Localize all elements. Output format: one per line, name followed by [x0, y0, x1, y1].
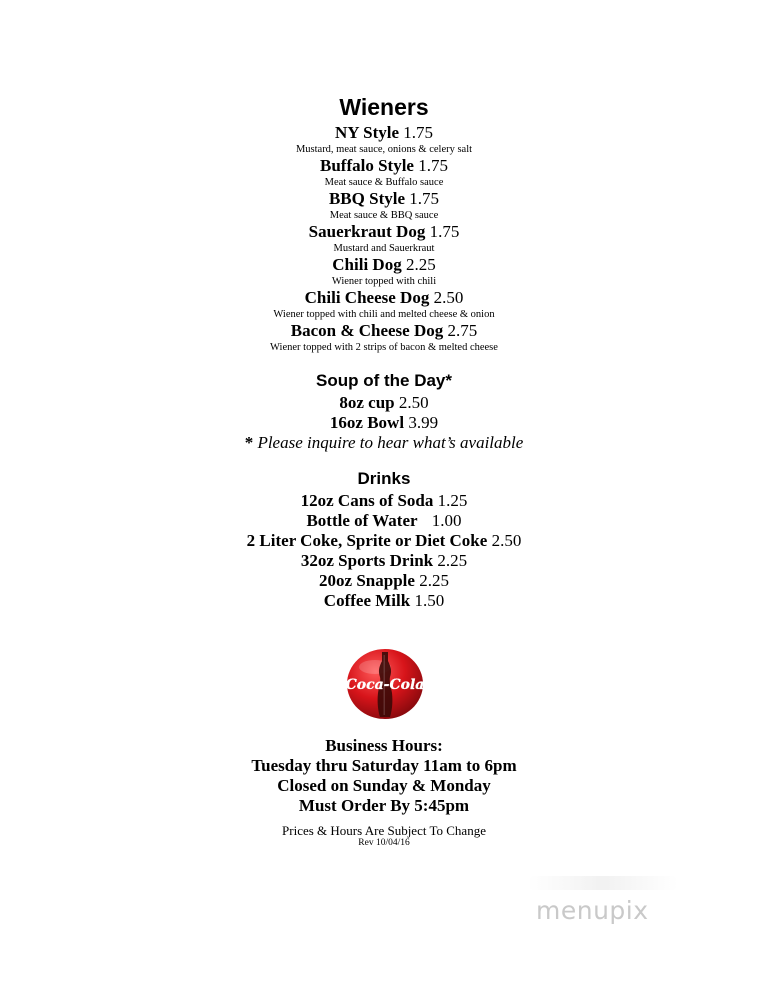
item-price: 2.25	[405, 255, 436, 274]
item-name: Bacon & Cheese Dog	[290, 321, 444, 340]
item-price: 1.00	[431, 511, 462, 530]
note-asterisk: *	[244, 433, 254, 452]
coca-cola-icon	[345, 647, 425, 721]
menu-item	[0, 321, 768, 341]
menu-item	[0, 222, 768, 242]
item-name: NY Style	[334, 123, 400, 142]
hours-title: Business Hours:	[325, 736, 443, 755]
menupix-watermark: menupix	[536, 896, 649, 925]
item-name: Chili Dog	[332, 255, 402, 274]
item-price: 1.75	[429, 222, 460, 241]
item-price: 2.75	[447, 321, 478, 340]
item-price: 2.50	[433, 288, 464, 307]
menu-item	[0, 413, 768, 433]
wieners-heading: Wieners	[339, 94, 429, 120]
drinks-heading: Drinks	[357, 469, 411, 488]
logo-text: Coca-Cola	[345, 677, 425, 693]
item-name: 2 Liter Coke, Sprite or Diet Coke	[246, 531, 488, 550]
coca-cola-logo	[345, 647, 425, 721]
menu-item	[0, 551, 768, 571]
item-name: Coffee Milk	[323, 591, 411, 610]
item-name: Buffalo Style	[320, 156, 414, 175]
item-description: Mustard and Sauerkraut	[333, 243, 435, 254]
watermark-band	[528, 876, 678, 890]
item-name: 8oz cup	[339, 393, 395, 412]
item-description: Meat sauce & BBQ sauce	[329, 210, 439, 221]
item-description: Wiener topped with chili	[331, 276, 437, 287]
menu-item	[0, 571, 768, 591]
item-price: 1.75	[418, 156, 448, 175]
hours-line: Tuesday thru Saturday 11am to 6pm	[251, 756, 517, 775]
item-name: 32oz Sports Drink	[300, 551, 434, 570]
item-name: 12oz Cans of Soda	[300, 491, 434, 510]
menu-item	[0, 491, 768, 511]
hours-line: Closed on Sunday & Monday	[277, 776, 491, 795]
item-name: 20oz Snapple	[319, 571, 415, 590]
menu-item	[0, 255, 768, 275]
item-price: 2.25	[419, 571, 449, 590]
disclaimer: Prices & Hours Are Subject To Change	[282, 823, 486, 838]
item-price: 2.25	[437, 551, 468, 570]
item-name: 16oz Bowl	[329, 413, 405, 432]
menu-item	[0, 156, 768, 176]
menu-item	[0, 591, 768, 611]
item-name: BBQ Style	[328, 189, 406, 208]
note-text: Please inquire to hear what’s available	[257, 433, 524, 452]
menu-item	[0, 123, 768, 143]
item-price: 1.75	[403, 123, 434, 142]
menu-item	[0, 189, 768, 209]
item-description: Mustard, meat sauce, onions & celery salt	[295, 144, 473, 155]
menu-item	[0, 393, 768, 413]
item-price: 2.50	[491, 531, 522, 550]
menu-item	[0, 531, 768, 551]
hours-line: Must Order By 5:45pm	[298, 796, 470, 815]
menu-item	[0, 288, 768, 308]
item-name: Bottle of Water	[306, 511, 418, 530]
item-price: 3.99	[408, 413, 439, 432]
revision-date: Rev 10/04/16	[358, 838, 410, 848]
item-description: Meat sauce & Buffalo sauce	[324, 177, 444, 188]
soup-note	[0, 433, 768, 453]
soup-heading: Soup of the Day*	[315, 371, 452, 390]
item-name: Sauerkraut Dog	[308, 222, 426, 241]
item-description: Wiener topped with chili and melted cheese & onion	[273, 309, 495, 320]
item-price: 1.50	[414, 591, 445, 610]
item-price: 2.50	[398, 393, 429, 412]
item-price: 1.25	[437, 491, 468, 510]
menu-item	[0, 511, 768, 531]
item-description: Wiener topped with 2 strips of bacon & melted cheese	[270, 342, 498, 353]
item-name: Chili Cheese Dog	[304, 288, 430, 307]
item-price: 1.75	[409, 189, 440, 208]
